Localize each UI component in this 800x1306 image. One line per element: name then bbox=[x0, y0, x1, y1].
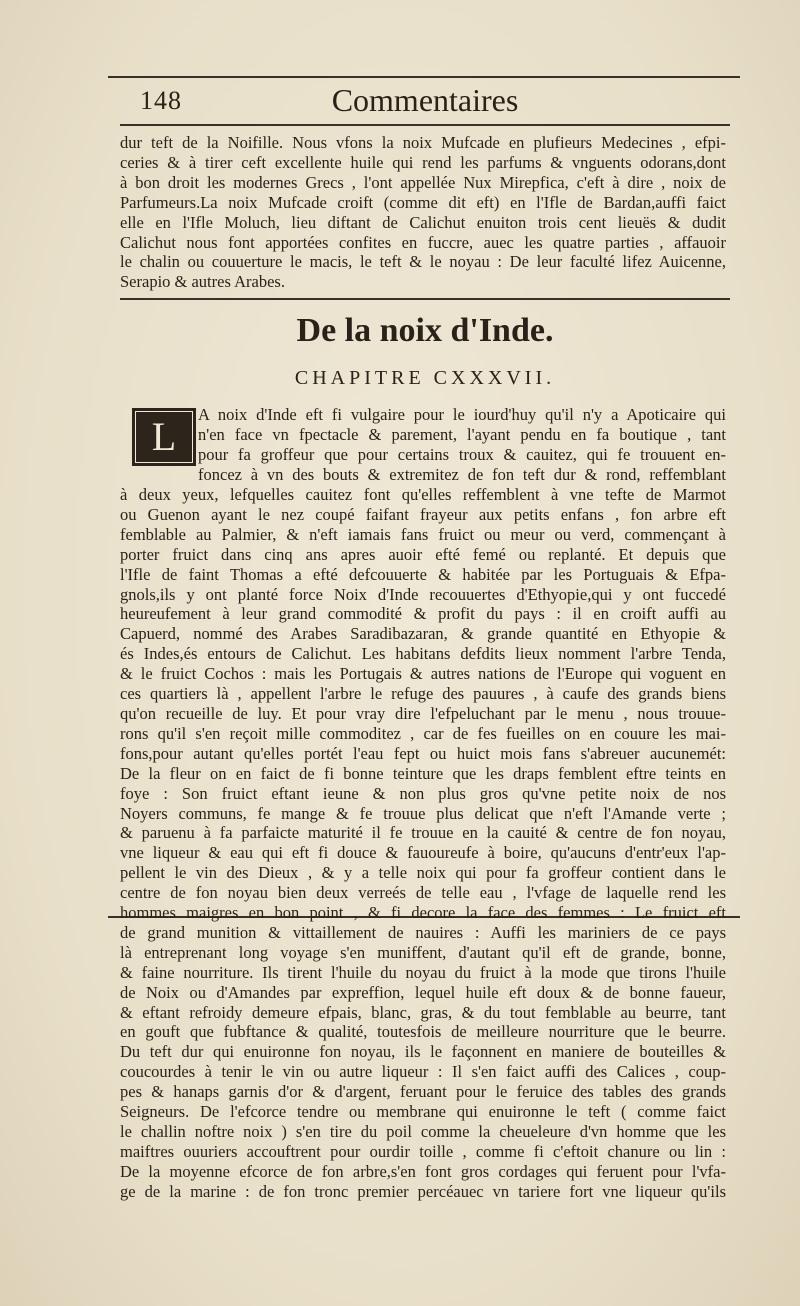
text-line: foncez à vn des bouts & extremitez de fon teft dur & rond, reffemblant bbox=[198, 464, 726, 484]
text-line: femblable au Palmier, & n'eft iamais fans fruict ou meur ou verd, commençant à bbox=[120, 524, 726, 544]
text-line: l'Ifle de faint Thomas a efté defcouuerte & habitée par les Portuguais & Efpa- bbox=[120, 564, 726, 584]
chapter-body bbox=[120, 485, 726, 1202]
text-line: de Noix ou d'Amandes par expreffion, lequel huile eft doux & de bonne faueur, bbox=[120, 982, 726, 1002]
text-line: le chalin ou couuerture le macis, le teft & le noyau : De leur faculté lifez Auicenne, bbox=[120, 252, 726, 272]
text-line: en gouft que fubftance & qualité, toutesfois de meilleure nourriture que le beurre. bbox=[120, 1022, 726, 1042]
text-line: à deux yeux, lefquelles cauitez font qu'elles reffemblent à vne tefte de Marmot bbox=[120, 485, 726, 504]
text-line: ces quartiers là , appellent l'arbre le refuge des pauures , à caufe des grands biens bbox=[120, 684, 726, 704]
text-line: gnols,ils y ont planté force Noix d'Inde recouuertes d'Ethyopie,qui y ont fuccedé bbox=[120, 584, 726, 604]
text-line: là entreprenant long voyage s'en muniffent, d'autant qu'il eft de grande, bonne, bbox=[120, 942, 726, 962]
decorated-initial bbox=[132, 408, 196, 466]
text-line: A noix d'Inde eft fi vulgaire pour le iourd'huy qu'il n'y a Apoticaire qui bbox=[198, 405, 726, 424]
text-line: n'en face vn fpectacle & parement, l'ayant pendu en fa boutique , tant bbox=[198, 424, 726, 444]
chapter-opening bbox=[198, 405, 726, 485]
text-line: Serapio & autres Arabes. bbox=[120, 272, 285, 292]
text-line: rons qu'il s'en reçoit mille commoditez , car de fes fueilles on en couure les mai- bbox=[120, 723, 726, 743]
text-line: pellent le vin des Dieux , & y a telle noix qui pour fa groffeur contient dans le bbox=[120, 863, 726, 883]
text-line: vne liqueur & eau qui eft fi douce & fauoureufe à boire, qu'aucuns d'entr'eux l'ap- bbox=[120, 843, 726, 863]
text-line: fons,pour autant qu'elles portét l'eau fept ou huict mois fans s'abreuer aucunemét: bbox=[120, 743, 726, 763]
text-line: de grand munition & vittaillement de nauires : Auffi les mariniers de ce pays bbox=[120, 922, 726, 942]
text-line: & paruenu à fa parfaicte maturité il fe trouue en la cauité & centre de fon noyau, bbox=[120, 823, 726, 843]
text-line: Seigneurs. De l'efcorce tendre ou membrane qui enuironne le teft ( comme faict bbox=[120, 1102, 726, 1122]
text-line: pour fa groffeur que pour certains troux & cauitez, qui fe trouuent en- bbox=[198, 444, 726, 464]
text-line: ou Guenon ayant le nez coupé faifant frayeur aux petits enfans , fon arbre eft bbox=[120, 504, 726, 524]
text-line: Parfumeurs.La noix Mufcade croift (comme dit eft) en l'Ifle de Bardan,auffi faict bbox=[120, 192, 726, 212]
text-line: maiftres ouuriers accouftrent pour ourdir toille , comme fi c'eftoit chanure ou lin : bbox=[120, 1141, 726, 1161]
text-line: ge de la marine : de fon tronc premier percéauec vn tariere fort vne liqueur qu'ils bbox=[120, 1181, 726, 1201]
text-line: ceries & à tirer ceft excellente huile qui rend les parfums & vnguents odorans,dont bbox=[120, 152, 726, 172]
text-line: De la fleur on en faict de fi bonne teinture que les draps femblent eftre teints en bbox=[120, 763, 726, 783]
text-line: Noyers communs, fe mange & fe trouue plus delicat que n'eft l'Amande verte ; bbox=[120, 803, 726, 823]
header-rule bbox=[120, 124, 730, 126]
section-title: De la noix d'Inde. bbox=[296, 312, 554, 349]
text-line: Du teft dur qui enuironne fon noyau, ils le façonnent en maniere de bouteilles & bbox=[120, 1042, 726, 1062]
text-line: le challin noftre noix ) s'en tire du poil comme la cheueleure d'vn homme que les bbox=[120, 1122, 726, 1141]
page-number: 148 bbox=[140, 86, 182, 115]
text-line: & faine nourriture. Ils tirent l'huile du noyau du fruict à la mode que tirons l'huile bbox=[120, 962, 726, 982]
top-paragraph bbox=[120, 133, 726, 292]
text-line: à bon droit les modernes Grecs , l'ont appellée Nux Mirepfica, c'eft à dire , noix de bbox=[120, 172, 726, 192]
section-rule bbox=[120, 298, 730, 300]
text-line: heureufement à leur grand commodité & profit du pays : il en croift auffi au bbox=[120, 604, 726, 624]
running-title: Commentaires bbox=[331, 82, 519, 118]
text-line: De la moyenne efcorce de fon arbre,s'en font gros cordages qui feruent pour l'vfa- bbox=[120, 1161, 726, 1181]
text-line: hommes maigres en bon point , & fi decore la face des femmes : Le fruict eft bbox=[120, 903, 726, 923]
text-line: foye : Son fruict eftant ieune & non plus gros qu'vne petite noix de nos bbox=[120, 783, 726, 803]
text-line: elle en l'Ifle Moluch, lieu diftant de Calichut enuiton trois cent lieuës & dudit bbox=[120, 212, 726, 232]
text-line: és Indes,és entours de Calichut. Les habitans defdits lieux nomment l'arbre Tenda, bbox=[120, 644, 726, 664]
text-line: Capuerd, nommé des Arabes Saradibazaran, & grande quantité en Ethyopie & bbox=[120, 624, 726, 644]
text-line: & eftant refroidy demeure efpais, blanc, gras, & du tout femblable au beurre, tant bbox=[120, 1002, 726, 1022]
text-line: porter fruict dans cinq ans apres auoir efté femé ou replanté. Et depuis que bbox=[120, 544, 726, 564]
page-header bbox=[120, 82, 730, 122]
initial-letter: L bbox=[135, 411, 193, 463]
text-line: coucourdes à tenir le vin ou autre liqueur : Il s'en faict auffi des Calices , coup- bbox=[120, 1062, 726, 1082]
text-line: Calichut nous font apportées confites en fuccre, auec les quatre parties , affauoir bbox=[120, 232, 726, 252]
text-line: dur teft de la Noifille. Nous vfons la noix Mufcade en plufieurs Medecines , efpi- bbox=[120, 133, 726, 152]
text-line: centre de fon noyau bien deux verreés de telle eau , l'vfage de laquelle rend les bbox=[120, 883, 726, 903]
text-line: qu'on recueille de luy. Et pour vray dire l'efpeluchant par le menu , nous trouue- bbox=[120, 703, 726, 723]
text-line: & le fruict Cochos : mais les Portugais & autres nations de l'Europe qui voguent en bbox=[120, 664, 726, 684]
chapter-heading: CHAPITRE CXXXVII. bbox=[294, 367, 556, 389]
text-line: pes & hanaps garnis d'or & d'argent, feruant pour le feruice des tables des grands bbox=[120, 1082, 726, 1102]
